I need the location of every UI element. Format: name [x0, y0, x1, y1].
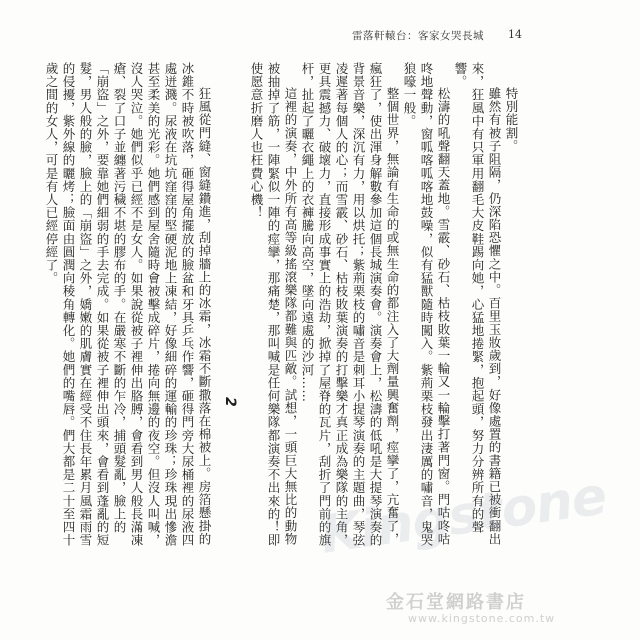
watermark-store-url: www.kingstone.com.tw — [408, 612, 556, 625]
watermark-store-name: 金石堂網路書店 — [386, 592, 526, 613]
paragraph: 雖然有被子阻隔，仍深陷恐懼之中。百里玉妝歲到，好像處置的書籍已被衝翻出來，狂風中有只軍用翻毛大皮鞋踢向她，心猛地捲緊，抱起頭，努力分辨所有的聲響。 — [453, 62, 502, 546]
paragraph: 松濤的吼聲翻天蓋地。雪霰、砂石、枯枝敗葉一輪又一輪擊打著門窗。門咕咚咕咚地聲動，窗呱喀呱喀地鼓噪，似有猛獸隨時闖入。紫荊栗枝發出淒厲的嘯音，鬼哭狼嚎一般。 — [402, 62, 451, 547]
paragraph: 這裡的演奏，中外所有高等級搖滾樂隊都難與匹敵。試想，一頭巨大無比的動物被抽掉了筋，一陣緊似一陣的痙攣，那痛楚，那叫喊是任何樂隊都演奏不出來的！即使愿意折磨人也枉費心機！ — [249, 62, 298, 547]
page-number: 14 — [508, 28, 522, 41]
section-number: 2 — [222, 396, 238, 408]
watermark-logo: Kingstone — [316, 466, 610, 566]
paragraph: 特別能割。 — [504, 87, 519, 153]
paragraph: 狂風從門縫、窗縫鑽進，刮掉牆上的冰霜，冰霜不斷撒落在棉被上。房箔懸掛的冰錐不時被吹落，砸得屋角擺放的臉盆和牙具乒乓作響，砸得門旁大尿桶裡的尿液四處迸濺。尿液在坑坑窪窪的堅硬泥地上凍結，好像細碎的運輸的珍珠；珍珠現出慘澹甚至柔美的光彩。她們感到屋舍隨時會被擊成碎片，捲向無邊的夜空。但沒人叫喊，沒人哭泣。她們似乎已經不是女人。如果說從被子裡伸出胳膊，會看到男人般長滿凍瘡、裂了口子並纏著污穢不堪的膠布的手。在嚴寒不斷的乍冷，捕頭髮亂，臉上的「崩盜」之外，要靠她們細弱的手去完成。如果從被子裡伸出頭來，會看到蓬亂的短髮，男人般的臉，臉上的「崩盜」之外，嬌嫩的肌膚實在經受不住長年累月風霜雨雪的侵擾，紫外線的曬烤；臉面由圓潤向稜角轉化。她們的嘴唇。們大都是二十至四十歲之間的女人，可是有人已經停經了。 — [44, 62, 212, 547]
paragraph: 整個世界，無論有生命的或無生命的都注入了大劑量興奮劑，痙攣了，亢奮了，瘋狂了，使出渾身解數參加這個長城演奏會。演奏會上，松濤的低吼是大提琴演奏的背景音樂，深沉有力，用以烘托；紫荊栗枝的嘯音是刺耳小提琴演奏的主題曲，琴弦凌遲著每個人的心；而雪霰、砂石、枯枝敗葉演奏的打擊樂才真正成為樂隊的主角，更具震撼力、破壞力，直接形成事實上的浩劫，掀掉了屋脊的瓦片，刮折了門前的旗杆，扯起了曬衣繩上的衣褲騰向高空，墜向遠處的沙河…… — [300, 62, 400, 547]
running-title: 雷落軒轅台：客家女哭長城 — [352, 30, 484, 42]
vertical-text-body — [44, 62, 520, 552]
